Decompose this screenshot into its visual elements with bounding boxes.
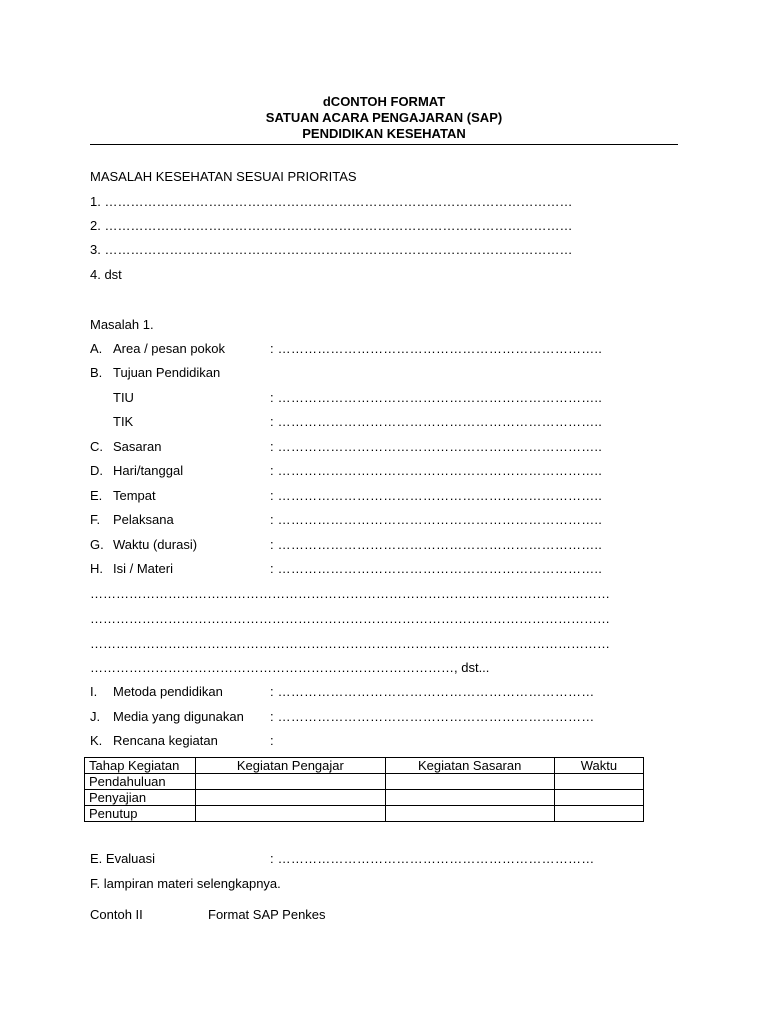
field-label-tempat: Tempat bbox=[113, 488, 156, 503]
masalah-title: Masalah 1. bbox=[90, 317, 154, 332]
column-header: Waktu bbox=[554, 758, 643, 774]
field-letter: D. bbox=[90, 463, 103, 478]
evaluasi-value: : ……………………………………………………………… bbox=[270, 851, 595, 866]
problem-item: 4. dst bbox=[90, 267, 122, 282]
activity-plan-table bbox=[84, 757, 644, 822]
problem-item: 3. ……………………………………………………………………………………………… bbox=[90, 242, 573, 257]
table-cell bbox=[554, 774, 643, 790]
problem-item: 2. ……………………………………………………………………………………………… bbox=[90, 218, 573, 233]
table-row bbox=[85, 774, 644, 790]
table-cell bbox=[385, 806, 554, 822]
field-label-materi: Isi / Materi bbox=[113, 561, 173, 576]
field-label-hari: Hari/tanggal bbox=[113, 463, 184, 478]
table-cell bbox=[554, 806, 643, 822]
field-letter: C. bbox=[90, 439, 103, 454]
field-value-area: : ……………………………………………………………….. bbox=[270, 341, 603, 356]
field-label-media: Media yang digunakan bbox=[113, 709, 244, 724]
field-value-hari: : ……………………………………………………………….. bbox=[270, 463, 603, 478]
field-label-pelaksana: Pelaksana bbox=[113, 512, 174, 527]
field-label-area: Area / pesan pokok bbox=[113, 341, 226, 356]
evaluasi-label: E. Evaluasi bbox=[90, 851, 156, 866]
field-label-sasaran: Sasaran bbox=[113, 439, 162, 454]
table-cell-stage: Penutup bbox=[85, 806, 196, 822]
field-value-materi: : ……………………………………………………………….. bbox=[270, 561, 603, 576]
table-header-row bbox=[85, 758, 644, 774]
table-cell bbox=[196, 790, 385, 806]
field-value-sasaran: : ……………………………………………………………….. bbox=[270, 439, 603, 454]
table-row bbox=[85, 790, 644, 806]
table-cell bbox=[385, 774, 554, 790]
field-label-metoda: Metoda pendidikan bbox=[113, 684, 223, 699]
field-label-rencana: Rencana kegiatan bbox=[113, 733, 218, 748]
lampiran-text: F. lampiran materi selengkapnya. bbox=[90, 876, 281, 891]
field-letter: J. bbox=[90, 709, 101, 724]
field-letter: F. bbox=[90, 512, 101, 527]
field-label-tiu: TIU bbox=[113, 390, 134, 405]
materi-line: ………………………………………………………………………………………………………… bbox=[90, 586, 610, 601]
field-letter: I. bbox=[90, 684, 98, 699]
header-divider bbox=[90, 144, 678, 145]
field-value-tempat: : ……………………………………………………………….. bbox=[270, 488, 603, 503]
field-letter: B. bbox=[90, 365, 103, 380]
table-cell bbox=[196, 774, 385, 790]
materi-line: ………………………………………………………………………………………………………… bbox=[90, 636, 610, 651]
field-value-waktu: : ……………………………………………………………….. bbox=[270, 537, 603, 552]
materi-line: ………………………………………………………………………………………………………… bbox=[90, 611, 610, 626]
field-value-media: : ……………………………………………………………… bbox=[270, 709, 595, 724]
field-label-waktu: Waktu (durasi) bbox=[113, 537, 198, 552]
column-header: Kegiatan Sasaran bbox=[385, 758, 554, 774]
field-value-pelaksana: : ……………………………………………………………….. bbox=[270, 512, 603, 527]
field-letter: E. bbox=[90, 488, 103, 503]
field-value-tik: : ……………………………………………………………….. bbox=[270, 414, 603, 429]
field-letter: G. bbox=[90, 537, 104, 552]
table-row bbox=[85, 806, 644, 822]
table-cell-stage: Penyajian bbox=[85, 790, 196, 806]
document-title-line3: PENDIDIKAN KESEHATAN bbox=[302, 126, 466, 141]
field-label-tujuan: Tujuan Pendidikan bbox=[113, 365, 221, 380]
field-letter: H. bbox=[90, 561, 103, 576]
field-letter: K. bbox=[90, 733, 103, 748]
document-title-line2: SATUAN ACARA PENGAJARAN (SAP) bbox=[265, 110, 503, 125]
footer-right: Format SAP Penkes bbox=[208, 907, 326, 922]
table-cell bbox=[554, 790, 643, 806]
document-title-line1: dCONTOH FORMAT bbox=[322, 94, 446, 109]
field-value-metoda: : ……………………………………………………………… bbox=[270, 684, 595, 699]
field-value-rencana: : bbox=[270, 733, 274, 748]
materi-line-last: …………………………………………………………………………, dst... bbox=[90, 660, 490, 675]
table-cell bbox=[385, 790, 554, 806]
problems-title: MASALAH KESEHATAN SESUAI PRIORITAS bbox=[90, 169, 357, 184]
field-value-tiu: : ……………………………………………………………….. bbox=[270, 390, 603, 405]
table-cell bbox=[196, 806, 385, 822]
column-header: Tahap Kegiatan bbox=[85, 758, 196, 774]
field-letter: A. bbox=[90, 341, 103, 356]
footer-left: Contoh II bbox=[90, 907, 143, 922]
field-label-tik: TIK bbox=[113, 414, 134, 429]
column-header: Kegiatan Pengajar bbox=[196, 758, 385, 774]
problem-item: 1. ……………………………………………………………………………………………… bbox=[90, 194, 573, 209]
table-cell-stage: Pendahuluan bbox=[85, 774, 196, 790]
